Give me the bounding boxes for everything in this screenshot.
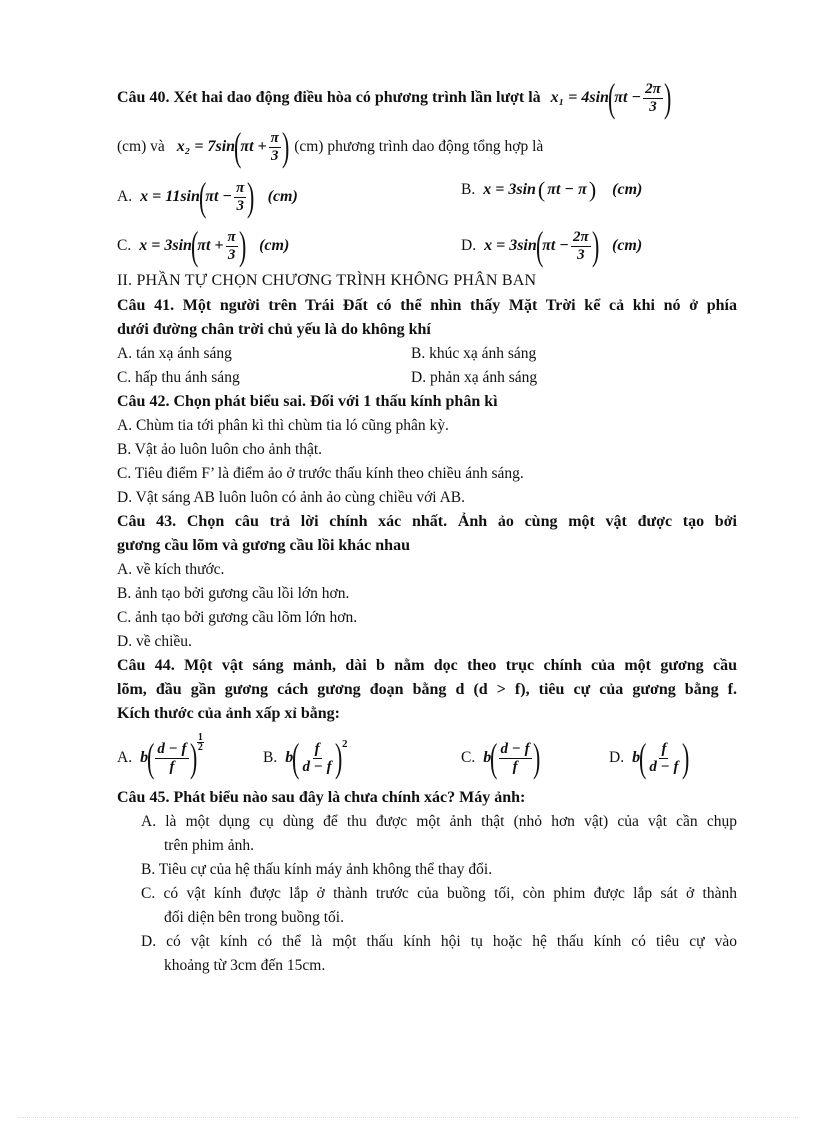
q40-option-a [117,174,298,219]
var-b: b [483,749,492,766]
frac-num: d − f [500,740,530,757]
option-label: C. [117,237,132,254]
q40-option-c [117,223,290,268]
q40-option-d-inner: πt − [542,237,569,254]
q40-option-b-inner: πt − π [547,181,587,198]
q40-option-c-fraction [226,229,238,264]
q40-option-a-fraction [234,180,246,215]
q42-option-a: A. Chùm tia tới phân kì thì chùm tia ló cũng phân kỳ. [117,417,449,434]
q40-option-c-inner: πt + [197,237,224,254]
var-b: b [632,749,641,766]
q44-option-a-fraction [155,741,188,776]
q45-option-d-line2: khoảng từ 3cm đến 15cm. [164,957,326,974]
frac-den: 3 [227,246,236,263]
unit-cm: (cm) [259,237,290,254]
exp-num: 1 [197,731,203,743]
frac-num: π [227,228,236,245]
left-paren: ( [535,223,544,268]
left-paren: ( [292,735,300,780]
q44-option-d-fraction [647,741,680,776]
q45-option-b: B. Tiêu cự của hệ thấu kính máy ảnh không thể thay đổi. [141,861,493,878]
q40-option-c-eq: x = 3sin [139,237,192,254]
right-paren: ) [681,735,689,780]
left-paren: ( [639,735,647,780]
q45-option-c-line2: đối diện bên trong buồng tối. [164,909,344,926]
q45-option-a-line1: A. là một dụng cụ dùng để thu được một ảnh thật (nhỏ hơn vật) của vật cần chụp [141,813,737,830]
q43-option-b: B. ảnh tạo bởi gương cầu lồi lớn hơn. [117,585,350,602]
option-label: A. [117,188,133,205]
q44-option-b [263,735,348,780]
exponent-half [197,733,204,752]
q43-option-a: A. về kích thước. [117,561,225,578]
q40-option-b-eq: x = 3sin [483,181,536,198]
q40-option-d-fraction [571,229,591,264]
unit-cm: (cm) [267,188,298,205]
q40-x1-inner: πt − [614,89,642,106]
section-title: II. PHẦN TỰ CHỌN CHƯƠNG TRÌNH KHÔNG PHÂN BAN [117,272,537,289]
frac-den: f [169,758,175,775]
q45-line1: Câu 45. Phát biểu nào sau đây là chưa chính xác? Máy ảnh: [117,789,526,806]
option-label: C. [461,749,476,766]
exponent-two: 2 [341,738,348,750]
option-label: B. [461,181,476,198]
frac-den: 3 [271,147,279,164]
q40-x1-fraction [643,81,663,116]
left-paren: ( [198,174,207,219]
frac-den: 3 [236,197,244,214]
right-paren: ) [663,75,672,120]
left-paren: ( [147,735,155,780]
q40-option-a-inner: πt − [205,188,233,205]
frac-num: f [314,740,320,757]
q44-option-c-fraction [499,741,532,776]
q40-option-d [461,223,643,268]
q41-option-a: A. tán xạ ánh sáng [117,345,232,362]
q43-option-c: C. ảnh tạo bởi gương cầu lõm lớn hơn. [117,609,358,626]
q40-option-b [461,177,642,203]
q45-option-c-line1: C. có vật kính được lắp ở thành trước của buồng tối, còn phim được lắp sát ở thành [141,885,737,902]
q40-x2-equation: x₂ = 7sin [176,138,236,155]
q44-option-b-fraction [301,741,334,776]
q40-x1-equation: x₁ = 4sin [550,89,609,106]
right-paren: ) [334,735,342,780]
q42-option-c: C. Tiêu điểm F’ là điểm ảo ở trước thấu kính theo chiều ánh sáng. [117,465,524,482]
unit-cm: (cm) [612,181,643,198]
frac-den: 3 [649,98,657,115]
q40-option-a-eq: x = 11sin [140,188,200,205]
right-paren: ) [247,174,255,219]
q41-line1: Câu 41. Một người trên Trái Đất có thể nhìn thấy Mặt Trời kể cả khi nó ở phía [117,297,737,314]
q40-option-d-eq: x = 3sin [484,237,537,254]
frac-num: 2π [645,80,661,97]
q44-option-a [117,731,204,780]
left-paren: ( [490,735,498,780]
q43-line2: gương cầu lõm và gương cầu lồi khác nhau [117,537,410,554]
q40-x2-fraction [269,130,281,165]
var-b: b [140,749,149,766]
frac-den: d − f [302,758,332,775]
q40-stem-end: (cm) phương trình dao động tổng hợp là [294,138,544,155]
right-paren: ) [281,124,290,169]
right-paren: ) [238,223,247,268]
right-paren: ) [591,223,600,268]
q41-option-c: C. hấp thu ánh sáng [117,369,240,386]
q40-stem-line2 [117,124,544,169]
q41-option-d: D. phản xạ ánh sáng [411,369,538,386]
option-label: B. [263,749,278,766]
q44-option-c [461,735,540,780]
option-label: D. [609,749,625,766]
q40-x2-inner: πt + [240,138,267,155]
exp-den: 2 [197,741,203,753]
frac-den: f [512,758,518,775]
right-paren: ) [532,735,540,780]
q40-cm-and: (cm) và [117,138,165,155]
left-paren: ( [234,124,242,169]
unit-cm: (cm) [612,237,643,254]
frac-num: π [270,129,279,146]
frac-num: 2π [572,228,589,245]
right-paren: ) [588,177,597,202]
q44-line2: lõm, đầu gần gương cách gương đoạn bằng d (d > f), tiêu cự của gương bằng f. [117,681,737,698]
frac-den: d − f [649,758,679,775]
q44-line1: Câu 44. Một vật sáng mảnh, dài b nằm dọc theo trục chính của một gương cầu [117,657,737,674]
q40-stem-text: Câu 40. Xét hai dao động điều hòa có phương trình lần lượt là [117,89,541,106]
frac-num: π [236,179,245,196]
q40-stem-line1 [117,75,672,120]
q41-option-b: B. khúc xạ ánh sáng [411,345,537,362]
q42-line1: Câu 42. Chọn phát biểu sai. Đối với 1 thấu kính phân kì [117,393,498,410]
option-label: D. [461,237,477,254]
q45-option-d-line1: D. có vật kính có thể là một thấu kính hội tụ hoặc hệ thấu kính có tiêu cự vào [141,933,737,950]
var-b: b [285,749,294,766]
option-label: A. [117,749,133,766]
q43-option-d: D. về chiều. [117,633,192,650]
left-paren: ( [190,223,199,268]
q44-line3: Kích thước của ảnh xấp xỉ bằng: [117,705,340,722]
left-paren: ( [537,177,546,202]
q43-line1: Câu 43. Chọn câu trả lời chính xác nhất. Ảnh ảo cùng một vật được tạo bởi [117,513,737,530]
q41-line2: dưới đường chân trời chủ yếu là do không khí [117,321,431,338]
left-paren: ( [607,75,616,120]
q45-option-a-line2: trên phim ảnh. [164,837,254,854]
q42-option-b: B. Vật ảo luôn luôn cho ảnh thật. [117,441,323,458]
frac-den: 3 [577,246,585,263]
footer-divider [18,1117,798,1118]
frac-num: d − f [157,740,187,757]
right-paren: ) [189,735,197,780]
frac-num: f [661,740,667,757]
q44-option-d [609,735,689,780]
q42-option-d: D. Vật sáng AB luôn luôn có ảnh ảo cùng chiều với AB. [117,489,466,506]
